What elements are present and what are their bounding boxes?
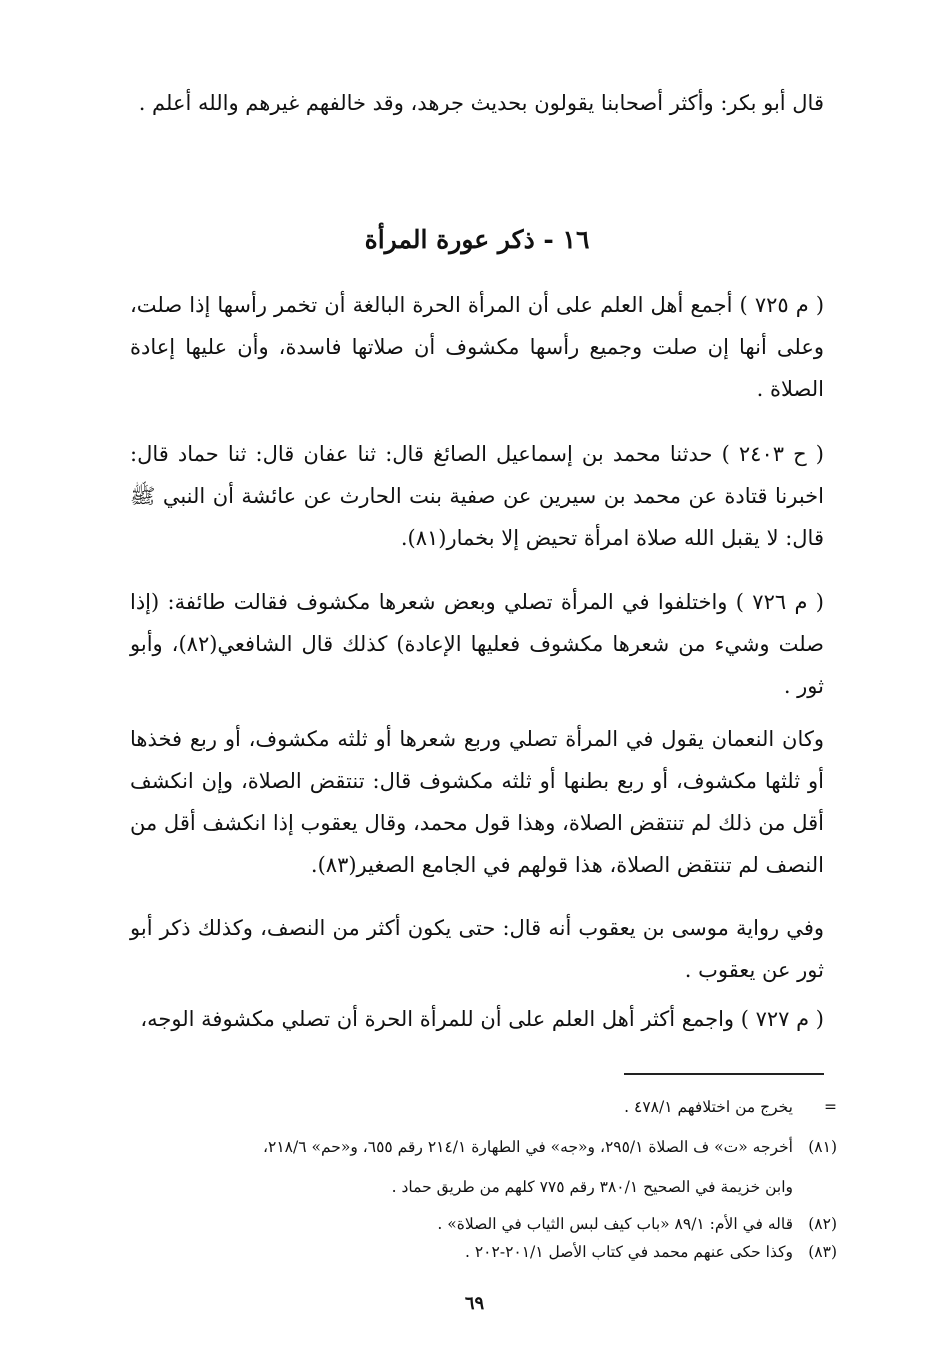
footnote-continuation-text: يخرج من اختلافهم ٤٧٨/١ . [624, 1098, 793, 1116]
page-number: ٦٩ [464, 1293, 485, 1314]
footnote-83 [120, 1240, 837, 1264]
footnote-81-line1: أخرجه «ت» ف الصلاة ٢٩٥/١، و«جه» في الطهارة ٢١٤/١ رقم ٦٥٥، و«حم» ٢١٨/٦، [262, 1138, 793, 1156]
paragraph-musa: وفي رواية موسى بن يعقوب أنه قال: حتى يكون أكثر من النصف، وكذلك ذكر أبو ثور عن يعقوب . [130, 916, 824, 982]
footnote-83-text: وكذا حكى عنهم محمد في كتاب الأصل ٢٠١/١-٢٠٢ . [464, 1243, 793, 1261]
footnote-82 [120, 1212, 837, 1236]
paragraph-abu-bakr: قال أبو بكر: وأكثر أصحابنا يقولون بحديث جرهد، وقد خالفهم غيرهم والله أعلم . [138, 91, 824, 115]
footnote-82-number: (٨٢) [808, 1215, 837, 1233]
footnote-81-line2: وابن خزيمة في الصحيح ٣٨٠/١ رقم ٧٧٥ كلهم من طريق حماد . [391, 1178, 793, 1196]
paragraph-m726: ( م ٧٢٦ ) واختلفوا في المرأة تصلي وبعض شعرها مكشوف فقالت طائفة: (إذا صلت وشيء من شعرها مكشوف فعليها الإعادة) كذلك قال الشافعي(٨٢)، وأبو ثور . [130, 590, 825, 698]
footnote-continuation [120, 1095, 837, 1119]
paragraph-h2403: ( ح ٢٤٠٣ ) حدثنا محمد بن إسماعيل الصائغ قال: ثنا عفان قال: ثنا حماد قال: اخبرنا قتادة عن محمد بن سيرين عن صفية بنت الحارث عن عائشة أن النبي ﷺ قال: لا يقبل الله صلاة امرأة تحيض إلا بخمار(٨١). [130, 442, 824, 550]
footnote-81-continued [120, 1175, 837, 1199]
footnote-83-number: (٨٣) [808, 1243, 837, 1261]
paragraph-m725: ( م ٧٢٥ ) أجمع أهل العلم على أن المرأة الحرة البالغة أن تخمر رأسها إذا صلت، وعلى أنها إن صلت وجميع رأسها مكشوف أن صلاتها فاسدة، وأن عليها إعادة الصلاة . [130, 293, 825, 401]
footnote-82-text: قاله في الأم: ٨٩/١ «باب كيف لبس الثياب في الصلاة» . [437, 1215, 793, 1233]
footnote-81-number: (٨١) [808, 1138, 837, 1156]
paragraph-m727: ( م ٧٢٧ ) واجمع أكثر أهل العلم على أن للمرأة الحرة أن تصلي مكشوفة الوجه، [140, 1007, 824, 1031]
footnote-continuation-marker: = [824, 1098, 837, 1116]
paragraph-numan: وكان النعمان يقول في المرأة تصلي وربع شعرها أو ثلثه مكشوف، أو ربع فخذها أو ثلثها مكشوف، أو ربع بطنها أو ثلثه مكشوف قال: تنتقض الصلاة، وإن انكشف أقل من ذلك لم تنتقض الصلاة، وهذا قول محمد، وقال يعقوب إذا انكشف أقل من النصف لم تنتقض الصلاة، هذا قولهم في الجامع الصغير(٨٣). [130, 727, 824, 877]
section-heading: ١٦ - ذكر عورة المرأة [364, 225, 590, 254]
footnote-divider [624, 1073, 824, 1075]
footnote-81 [120, 1135, 837, 1159]
